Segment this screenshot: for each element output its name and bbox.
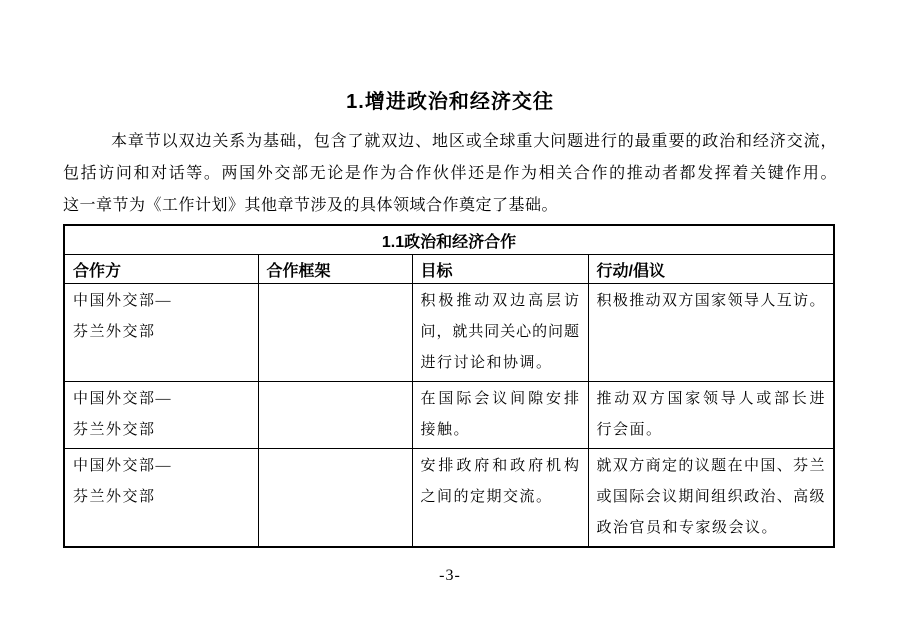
- table-caption: 1.1政治和经济合作: [64, 225, 834, 255]
- cell-goal: [412, 449, 588, 548]
- table-row: [64, 382, 834, 449]
- cell-line: 积极推动双边高层访: [420, 293, 580, 309]
- intro-paragraph: [63, 126, 837, 222]
- column-header-action: 行动/倡议: [588, 255, 834, 284]
- table-header-row: [64, 255, 834, 284]
- cell-line: 中国外交部—: [73, 293, 173, 309]
- cell-framework: [258, 449, 412, 548]
- cell-line: 芬兰外交部: [73, 422, 156, 438]
- cell-line: 就双方商定的议题在中国、芬兰: [596, 458, 825, 474]
- cell-party: [64, 284, 258, 382]
- paragraph-line: 包括访问和对话等。两国外交部无论是作为合作伙伴还是作为相关合作的推动者都发挥着关键作用。: [63, 165, 837, 182]
- cell-line: 进行讨论和协调。: [420, 355, 553, 371]
- cell-party: [64, 449, 258, 548]
- cell-framework: [258, 284, 412, 382]
- cell-line: 行会面。: [596, 422, 663, 438]
- paragraph-line: 这一章节为《工作计划》其他章节涉及的具体领域合作奠定了基础。: [63, 197, 559, 214]
- cell-line: 推动双方国家领导人或部长进: [596, 391, 825, 407]
- cell-line: 芬兰外交部: [73, 324, 156, 340]
- cell-line: 接触。: [420, 422, 471, 438]
- cooperation-table: [63, 224, 835, 548]
- page-number: -3-: [439, 567, 461, 584]
- cell-line: 中国外交部—: [73, 391, 173, 407]
- cell-action: [588, 284, 834, 382]
- column-header-framework: 合作框架: [258, 255, 412, 284]
- cell-goal: [412, 284, 588, 382]
- cell-line: 问，就共同关心的问题: [420, 324, 580, 340]
- cell-line: 芬兰外交部: [73, 489, 156, 505]
- cell-line: 之间的定期交流。: [420, 489, 553, 505]
- paragraph-line: 本章节以双边关系为基础，包含了就双边、地区或全球重大问题进行的最重要的政治和经济交流，: [111, 133, 837, 150]
- cell-action: [588, 449, 834, 548]
- cell-line: 中国外交部—: [73, 458, 173, 474]
- cell-line: 积极推动双方国家领导人互访。: [596, 293, 825, 309]
- section-title: 1.增进政治和经济交往: [346, 91, 554, 113]
- column-header-party: 合作方: [64, 255, 258, 284]
- cell-line: 安排政府和政府机构: [420, 458, 580, 474]
- column-header-goal: 目标: [412, 255, 588, 284]
- cell-action: [588, 382, 834, 449]
- table-caption-row: [64, 225, 834, 255]
- cell-line: 在国际会议间隙安排: [420, 391, 580, 407]
- table-row: [64, 284, 834, 382]
- cell-line: 或国际会议期间组织政治、高级: [596, 489, 825, 505]
- cell-line: 政治官员和专家级会议。: [596, 520, 779, 536]
- cell-framework: [258, 382, 412, 449]
- cell-goal: [412, 382, 588, 449]
- table-row: [64, 449, 834, 548]
- cell-party: [64, 382, 258, 449]
